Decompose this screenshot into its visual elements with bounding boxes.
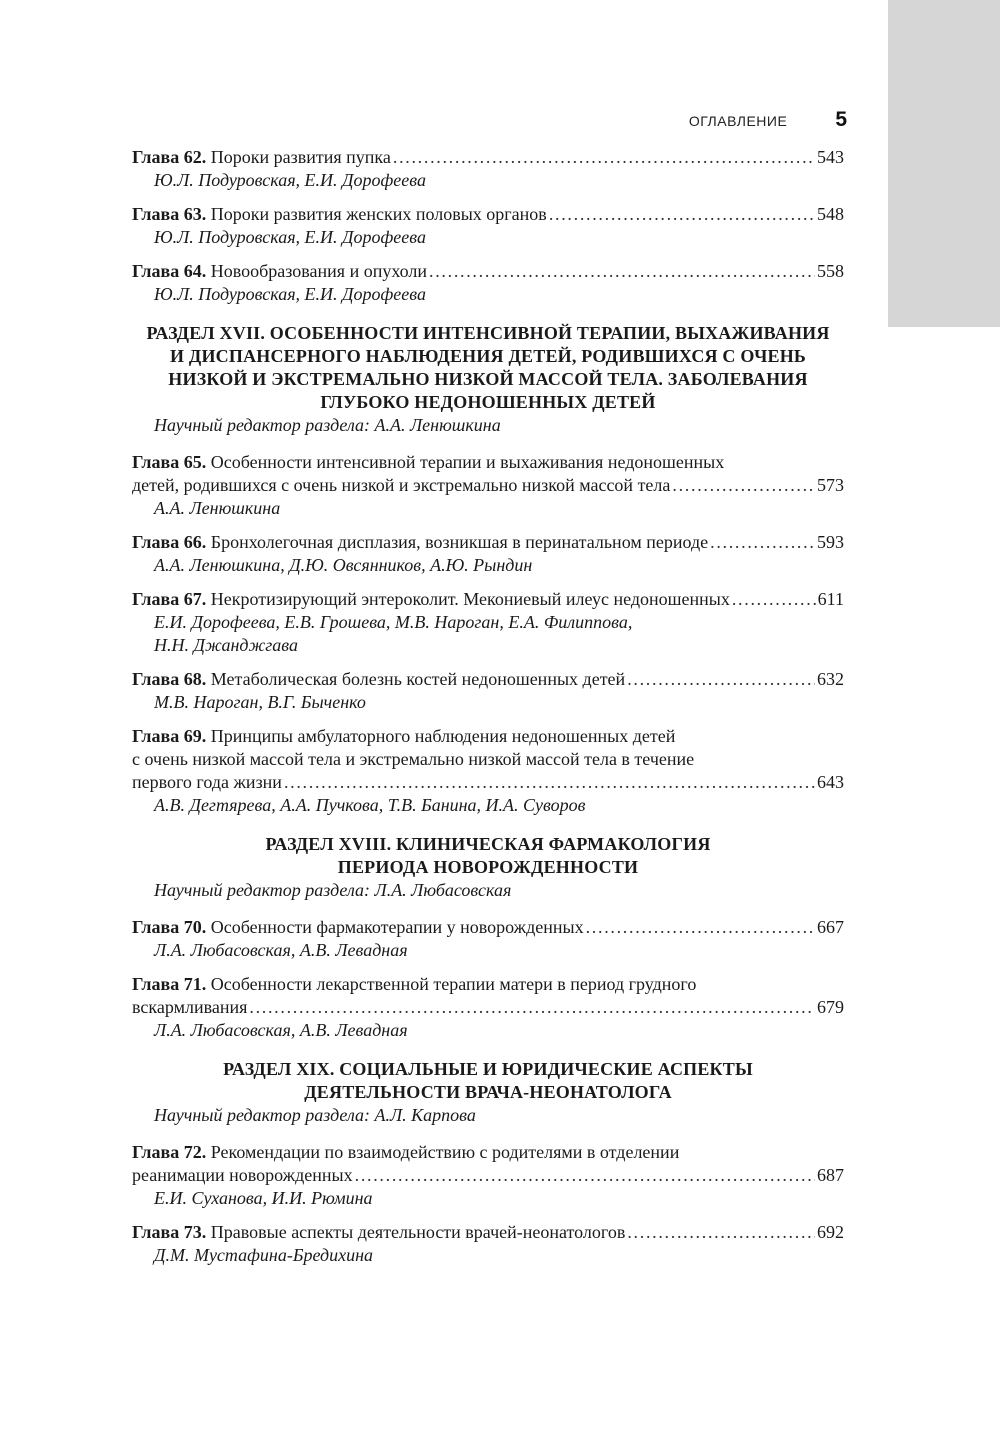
chapter-number: Глава 71.	[132, 974, 207, 994]
entry-title	[132, 146, 391, 169]
page-ref: 548	[817, 204, 844, 224]
toc-entry-line	[132, 771, 844, 794]
entries-group-c	[132, 916, 844, 1042]
section-title-line: ПЕРИОДА НОВОРОЖДЕННОСТИ	[337, 857, 639, 877]
running-head	[600, 108, 847, 136]
section-title-line: ДЕЯТЕЛЬНОСТИ ВРАЧА-НЕОНАТОЛОГА	[304, 1082, 672, 1102]
entry-title	[132, 1164, 353, 1187]
section-editor-18: Научный редактор раздела: Л.А. Любасовская	[154, 880, 512, 900]
page-ref: 573	[817, 475, 844, 495]
entry-authors: А.А. Ленюшкина	[154, 498, 281, 518]
toc-entry	[132, 588, 844, 657]
running-head-title: ОГЛАВЛЕНИЕ	[688, 113, 788, 129]
entries-group-a	[132, 146, 844, 306]
section-title-line: РАЗДЕЛ XVII. ОСОБЕННОСТИ ИНТЕНСИВНОЙ ТЕРАПИИ, ВЫХАЖИВАНИЯ	[146, 323, 830, 343]
toc-entry	[132, 260, 844, 306]
page-number: 5	[835, 108, 847, 131]
chapter-number: Глава 63.	[132, 204, 207, 224]
entry-authors: А.А. Ленюшкина, Д.Ю. Овсянников, А.Ю. Рындин	[154, 555, 533, 575]
entry-title-text: Принципы амбулаторного наблюдения недоношенных детей	[210, 726, 676, 746]
section-editor-19: Научный редактор раздела: А.Л. Карпова	[154, 1105, 476, 1125]
dot-leader	[393, 146, 815, 169]
entry-title	[132, 474, 670, 497]
toc-entry-line	[132, 451, 844, 474]
page-ref: 632	[817, 669, 844, 689]
toc-entry	[132, 203, 844, 249]
entry-title	[132, 588, 730, 611]
entry-title-text: Бронхолегочная дисплазия, возникшая в перинатальном периоде	[210, 532, 709, 552]
toc-entry-line	[132, 531, 844, 554]
entry-title-text: Метаболическая болезнь костей недоношенных детей	[210, 669, 626, 689]
table-of-contents	[132, 146, 844, 1278]
entry-title	[132, 1221, 625, 1244]
page-ref: 558	[817, 261, 844, 281]
toc-entry-line	[132, 668, 844, 691]
section-title-line: И ДИСПАНСЕРНОГО НАБЛЮДЕНИЯ ДЕТЕЙ, РОДИВШИХСЯ С ОЧЕНЬ	[170, 346, 806, 366]
dot-leader	[549, 203, 815, 226]
toc-entry	[132, 668, 844, 714]
page-ref: 543	[817, 147, 844, 167]
dot-leader	[429, 260, 815, 283]
toc-entry-line	[132, 1164, 844, 1187]
toc-entry-line	[132, 1221, 844, 1244]
section-title-line: РАЗДЕЛ XIX. СОЦИАЛЬНЫЕ И ЮРИДИЧЕСКИЕ АСПЕКТЫ	[223, 1059, 753, 1079]
toc-entry	[132, 146, 844, 192]
toc-entry-line	[132, 203, 844, 226]
entry-authors: М.В. Нароган, В.Г. Быченко	[154, 692, 366, 712]
entry-title	[132, 531, 708, 554]
entry-authors: Е.И. Дорофеева, Е.В. Грошева, М.В. Нароган, Е.А. Филиппова,	[154, 612, 633, 632]
entry-title-text: с очень низкой массой тела и экстремально низкой массой тела в течение	[132, 749, 695, 769]
dot-leader	[627, 668, 815, 691]
toc-entry-line	[132, 146, 844, 169]
entry-authors: Д.М. Мустафина-Бредихина	[154, 1245, 374, 1265]
dot-leader	[627, 1221, 815, 1244]
section-title-line: НИЗКОЙ И ЭКСТРЕМАЛЬНО НИЗКОЙ МАССОЙ ТЕЛА. ЗАБОЛЕВАНИЯ	[168, 369, 808, 389]
dot-leader	[586, 916, 815, 939]
entry-title	[132, 668, 625, 691]
entry-authors: Л.А. Любасовская, А.В. Левадная	[154, 940, 408, 960]
section-title-line: РАЗДЕЛ XVIII. КЛИНИЧЕСКАЯ ФАРМАКОЛОГИЯ	[265, 834, 711, 854]
entry-title-text: вскармливания	[132, 997, 248, 1017]
entry-title	[132, 203, 547, 226]
chapter-number: Глава 65.	[132, 452, 207, 472]
dot-leader	[249, 996, 815, 1019]
entry-title-text: Некротизирующий энтероколит. Мекониевый илеус недоношенных	[210, 589, 730, 609]
thumb-index-tab	[888, 0, 1000, 327]
entry-title-text: детей, родившихся с очень низкой и экстремально низкой массой тела	[132, 475, 671, 495]
entry-title-text: Правовые аспекты деятельности врачей-неонатологов	[210, 1222, 626, 1242]
chapter-number: Глава 69.	[132, 726, 207, 746]
dot-leader	[732, 588, 816, 611]
toc-entry-line	[132, 996, 844, 1019]
entries-group-d	[132, 1141, 844, 1267]
toc-entry-line	[132, 588, 844, 611]
chapter-number: Глава 68.	[132, 669, 207, 689]
page-ref: 593	[817, 532, 844, 552]
entry-title-text: первого года жизни	[132, 772, 282, 792]
entry-title-text: Особенности лекарственной терапии матери в период грудного	[210, 974, 697, 994]
chapter-number: Глава 64.	[132, 261, 207, 281]
entries-group-b	[132, 451, 844, 817]
chapter-number: Глава 66.	[132, 532, 207, 552]
entry-title	[132, 260, 427, 283]
toc-entry-line	[132, 916, 844, 939]
page-ref: 692	[817, 1222, 844, 1242]
toc-entry	[132, 916, 844, 962]
entry-title-text: Пороки развития пупка	[210, 147, 391, 167]
dot-leader	[284, 771, 815, 794]
entry-authors: Л.А. Любасовская, А.В. Левадная	[154, 1020, 408, 1040]
dot-leader	[355, 1164, 815, 1187]
chapter-number: Глава 62.	[132, 147, 207, 167]
entry-title-text: Особенности фармакотерапии у новорожденных	[210, 917, 584, 937]
toc-entry-line	[132, 748, 844, 771]
page-ref: 667	[817, 917, 844, 937]
toc-entry	[132, 451, 844, 520]
toc-entry	[132, 1221, 844, 1267]
entry-title-text: реанимации новорожденных	[132, 1165, 353, 1185]
entry-authors: Ю.Л. Подуровская, Е.И. Дорофеева	[154, 284, 426, 304]
section-heading-18	[132, 833, 844, 879]
entry-authors: Е.И. Суханова, И.И. Рюмина	[154, 1188, 373, 1208]
page-ref: 643	[817, 772, 844, 792]
chapter-number: Глава 72.	[132, 1142, 207, 1162]
entry-title	[132, 916, 584, 939]
page-ref: 679	[817, 997, 844, 1017]
chapter-number: Глава 67.	[132, 589, 207, 609]
page-ref: 611	[817, 589, 844, 609]
toc-entry	[132, 531, 844, 577]
entry-title-text: Новообразования и опухоли	[210, 261, 428, 281]
entry-title	[132, 996, 247, 1019]
toc-entry-line	[132, 973, 844, 996]
entry-title	[132, 771, 282, 794]
section-heading-17	[132, 322, 844, 414]
page-ref: 687	[817, 1165, 844, 1185]
entry-authors: Ю.Л. Подуровская, Е.И. Дорофеева	[154, 227, 426, 247]
section-editor-17: Научный редактор раздела: А.А. Ленюшкина	[154, 415, 501, 435]
chapter-number: Глава 73.	[132, 1222, 207, 1242]
entry-title-text: Пороки развития женских половых органов	[210, 204, 547, 224]
entry-authors: Н.Н. Джанджгава	[154, 635, 298, 655]
section-title-line: ГЛУБОКО НЕДОНОШЕННЫХ ДЕТЕЙ	[320, 392, 656, 412]
entry-authors: А.В. Дегтярева, А.А. Пучкова, Т.В. Банина, И.А. Суворов	[154, 795, 586, 815]
chapter-number: Глава 70.	[132, 917, 207, 937]
section-heading-19	[132, 1058, 844, 1104]
toc-entry-line	[132, 474, 844, 497]
toc-entry	[132, 973, 844, 1042]
toc-entry-line	[132, 260, 844, 283]
entry-authors: Ю.Л. Подуровская, Е.И. Дорофеева	[154, 170, 426, 190]
entry-title-text: Особенности интенсивной терапии и выхаживания недоношенных	[210, 452, 725, 472]
toc-entry	[132, 725, 844, 817]
dot-leader	[710, 531, 815, 554]
toc-entry	[132, 1141, 844, 1210]
entry-title-text: Рекомендации по взаимодействию с родителями в отделении	[210, 1142, 680, 1162]
toc-entry-line	[132, 1141, 844, 1164]
toc-entry-line	[132, 725, 844, 748]
dot-leader	[672, 474, 815, 497]
